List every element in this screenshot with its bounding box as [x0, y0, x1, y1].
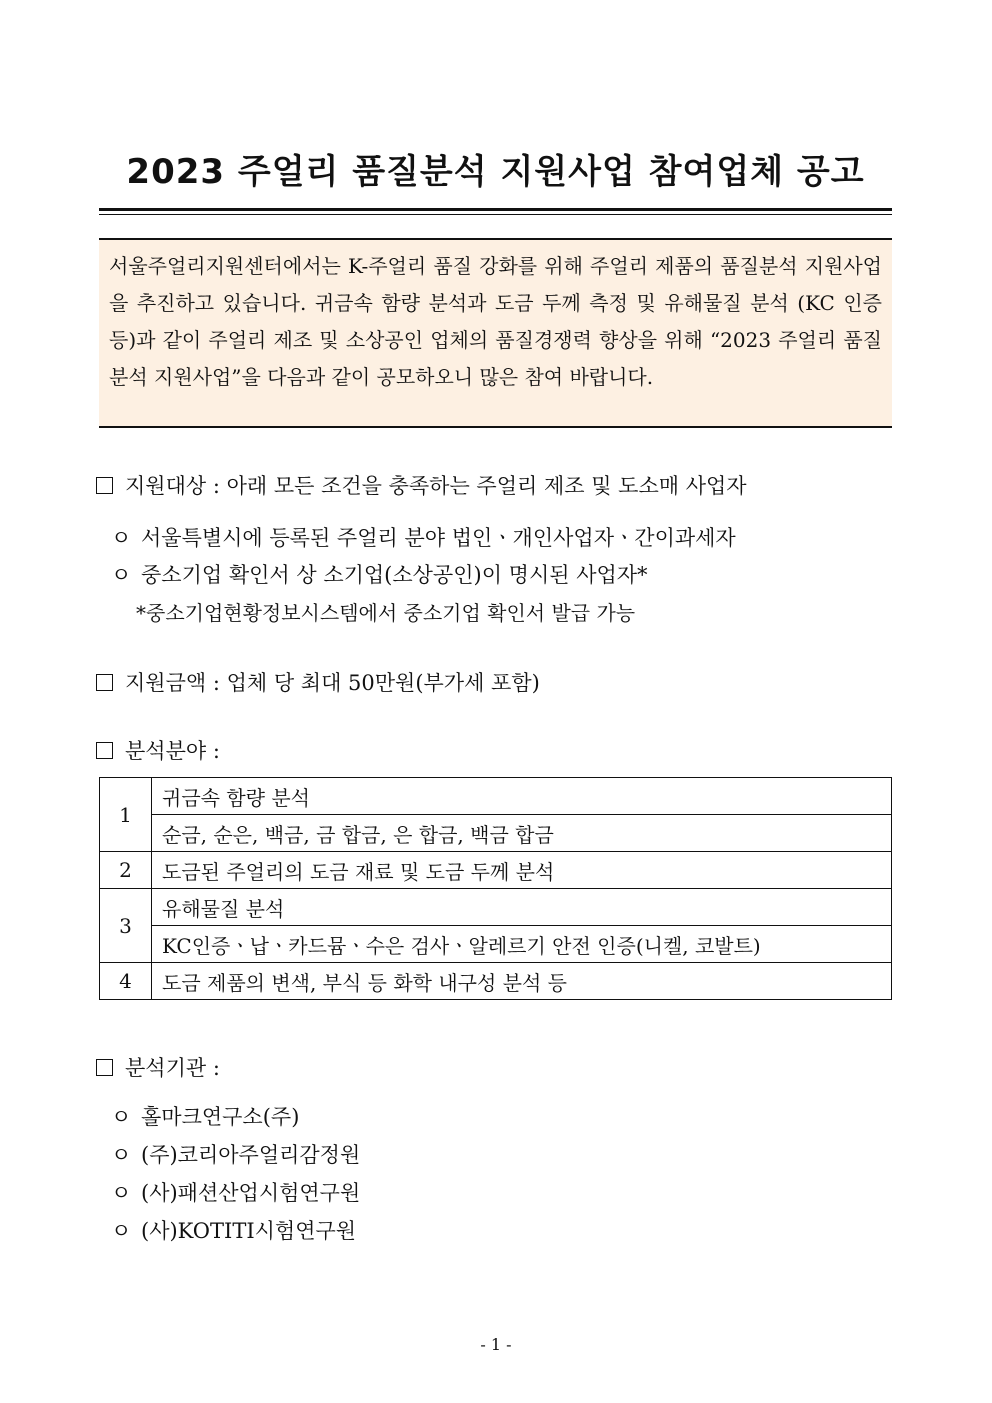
table-row [100, 852, 892, 889]
table-cell: 도금된 주얼리의 도금 재료 및 도금 두께 분석 [152, 852, 892, 889]
target-item-2: 중소기업 확인서 상 소기업(소상공인)이 명시된 사업자* [141, 563, 648, 587]
list-item [111, 522, 736, 552]
table-cell: 도금 제품의 변색, 부식 등 화학 내구성 분석 등 [152, 963, 892, 1000]
table-cell: 귀금속 함량 분석 [152, 778, 892, 815]
table-row [100, 963, 892, 1000]
section-fields [96, 735, 220, 765]
institution-item-1: 홀마크연구소(주) [141, 1105, 300, 1129]
section-institutions-heading: 분석기관 : [125, 1056, 220, 1080]
bullet-icon: ㅇ [111, 563, 132, 587]
list-item [111, 1177, 360, 1207]
table-cell: KC인증ㆍ납ㆍ카드뮴ㆍ수은 검사ㆍ알레르기 안전 인증(니켈, 코발트) [152, 926, 892, 963]
table-cell: 순금, 순은, 백금, 금 합금, 은 합금, 백금 합금 [152, 815, 892, 852]
institution-item-4: (사)KOTITI시험연구원 [141, 1219, 357, 1243]
row-number: 1 [100, 778, 152, 852]
bullet-icon: ㅇ [111, 1143, 132, 1167]
table-row [100, 815, 892, 852]
list-item [111, 1101, 299, 1131]
table-cell: 유해물질 분석 [152, 889, 892, 926]
analysis-fields-table [99, 777, 892, 1000]
list-item [111, 1215, 356, 1245]
page-title: 2023 주얼리 품질분석 지원사업 참여업체 공고 [126, 152, 865, 192]
bullet-icon: ㅇ [111, 1219, 132, 1243]
checkbox-square-icon [96, 477, 113, 494]
table-row [100, 778, 892, 815]
intro-box: 서울주얼리지원센터에서는 K-주얼리 품질 강화를 위해 주얼리 제품의 품질분석 지원사업을 추진하고 있습니다. 귀금속 함량 분석과 도금 두께 측정 및 유해물질 분석 (KC 인증 등)과 같이 주얼리 제조 및 소상공인 업체의 품질경쟁력 향상을 위해 “2023 주얼리 품질분석 지원사업”을 다음과 같이 공모하오니 많은 참여 바랍니다. [99, 238, 892, 428]
checkbox-square-icon [96, 742, 113, 759]
section-amount [96, 667, 540, 697]
list-item [111, 559, 648, 589]
page-number: - 1 - [480, 1335, 512, 1354]
title-divider [99, 208, 892, 211]
table-row [100, 926, 892, 963]
section-fields-heading: 분석분야 : [125, 739, 220, 763]
target-note: *중소기업현황정보시스템에서 중소기업 확인서 발급 가능 [136, 601, 636, 625]
checkbox-square-icon [96, 1059, 113, 1076]
title-divider-thin [99, 214, 892, 215]
checkbox-square-icon [96, 674, 113, 691]
list-item [111, 1139, 360, 1169]
row-number: 3 [100, 889, 152, 963]
section-target [96, 470, 747, 500]
target-item-1: 서울특별시에 등록된 주얼리 분야 법인ㆍ개인사업자ㆍ간이과세자 [141, 526, 736, 550]
table-row [100, 889, 892, 926]
row-number: 4 [100, 963, 152, 1000]
section-institutions [96, 1052, 220, 1082]
row-number: 2 [100, 852, 152, 889]
institution-item-3: (사)패션산업시험연구원 [141, 1181, 361, 1205]
institution-item-2: (주)코리아주얼리감정원 [141, 1143, 361, 1167]
section-target-heading: 지원대상 : 아래 모든 조건을 충족하는 주얼리 제조 및 도소매 사업자 [125, 474, 747, 498]
bullet-icon: ㅇ [111, 526, 132, 550]
bullet-icon: ㅇ [111, 1105, 132, 1129]
bullet-icon: ㅇ [111, 1181, 132, 1205]
section-amount-heading: 지원금액 : 업체 당 최대 50만원(부가세 포함) [125, 671, 540, 695]
